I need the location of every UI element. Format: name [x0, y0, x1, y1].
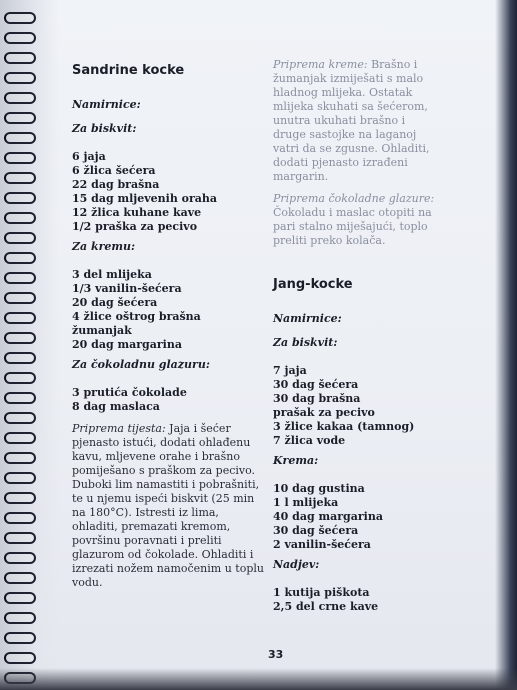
binding-ring [4, 12, 36, 24]
binding-ring [4, 352, 36, 364]
binding-ring [4, 172, 36, 184]
priprema-glazure-text: Čokoladu i maslac otopiti na pari stalno miješajući, toplo preliti preko kolača. [273, 206, 432, 247]
binding-ring [4, 232, 36, 244]
priprema-tijesta [72, 422, 267, 590]
binding-ring [4, 92, 36, 104]
ingredient: 1/3 vanilin-šećera [72, 282, 182, 295]
ingredient: 40 dag margarina [273, 510, 383, 523]
ingredient: 8 dag maslaca [72, 400, 160, 413]
krema-list [72, 268, 267, 352]
krema-heading: Krema: [273, 454, 319, 467]
binding-ring [4, 72, 36, 84]
ingredient: 4 žlice oštrog brašna [72, 310, 201, 323]
ingredient: 30 dag šećera [273, 378, 359, 391]
ingredient: 3 del mlijeka [72, 268, 152, 281]
binding-ring [4, 612, 36, 624]
binding-ring [4, 272, 36, 284]
ingredient: 30 dag šećera [273, 524, 359, 537]
binding-ring [4, 452, 36, 464]
priprema-kreme-text: Brašno i žumanjak izmiješati s malo hladnog mlijeka. Ostatak mlijeka skuhati sa šećerom, unutra ukuhati brašno i druge sastojke na laganoj vatri da se zgusne. Ohladiti, dodati pjenasto izrađeni margarin. [273, 58, 430, 183]
ingredient: 7 jaja [273, 364, 307, 377]
glazura-list [72, 386, 267, 414]
binding-ring [4, 112, 36, 124]
nadjev-list [273, 586, 441, 614]
ingredient: 6 žlica šećera [72, 164, 156, 177]
krema-list [273, 482, 441, 552]
binding-ring [4, 592, 36, 604]
ingredient: prašak za pecivo [273, 406, 375, 419]
ingredient: 15 dag mljevenih oraha [72, 192, 218, 205]
binding-ring [4, 292, 36, 304]
binding-ring [4, 652, 36, 664]
binding-ring [4, 512, 36, 524]
page-edge-shadow [495, 0, 517, 690]
recipe-title-jang: Jang-kocke [273, 277, 353, 292]
binding-ring [4, 192, 36, 204]
binding-ring [4, 472, 36, 484]
ingredient: 20 dag margarina [72, 338, 182, 351]
binding-ring [4, 572, 36, 584]
ingredient: 1/2 praška za pecivo [72, 220, 198, 233]
nadjev-heading: Nadjev: [273, 558, 320, 571]
binding-ring [4, 392, 36, 404]
ingredients-heading: Namirnice: [72, 98, 141, 111]
binding-ring [4, 252, 36, 264]
krema-heading: Za kremu: [72, 240, 136, 253]
priprema-kreme [273, 58, 441, 184]
ingredient: 6 jaja [72, 150, 106, 163]
binding-ring [4, 52, 36, 64]
ingredient: 30 dag brašna [273, 392, 361, 405]
biskvit-list [273, 364, 441, 448]
priprema-tijesta-label: Priprema tijesta: [72, 422, 166, 435]
priprema-kreme-label: Priprema kreme: [273, 58, 368, 71]
binding-ring [4, 412, 36, 424]
binding-ring [4, 152, 36, 164]
priprema-glazure [273, 192, 441, 248]
ingredient: 12 žlica kuhane kave [72, 206, 202, 219]
binding-ring [4, 212, 36, 224]
ingredient: 3 žlice kakaa (tamnog) [273, 420, 415, 433]
binding-ring [4, 432, 36, 444]
ingredient: 1 kutija piškota [273, 586, 370, 599]
binding-ring [4, 32, 36, 44]
ingredient: 1 l mlijeka [273, 496, 339, 509]
priprema-tijesta-text: Jaja i šećer pjenasto istući, dodati ohlađenu kavu, mljevene orahe i brašno pomiješano s praškom za pecivo. Duboki lim namastiti i pobrašniti, te u njemu ispeći biskvit (25 min na 180°C). Istresti iz lima, ohladiti, premazati kremom, površinu poravnati i preliti glazurom od čokolade. Ohladiti i izrezati nožem namočenim u toplu vodu. [72, 422, 264, 589]
biskvit-heading: Za biskvit: [273, 336, 338, 349]
binding-ring [4, 132, 36, 144]
recipe-title-sandrine: Sandrine kocke [72, 63, 185, 78]
binding-ring [4, 552, 36, 564]
page-number: 33 [268, 648, 284, 661]
ingredient: 7 žlica vode [273, 434, 346, 447]
recipe-column-left [72, 64, 267, 590]
ingredient: žumanjak [72, 324, 132, 337]
binding-ring [4, 492, 36, 504]
glazura-heading: Za čokoladnu glazuru: [72, 358, 210, 371]
binding-ring [4, 332, 36, 344]
ingredient: 2,5 del crne kave [273, 600, 379, 613]
binding-ring [4, 632, 36, 644]
biskvit-list [72, 150, 267, 234]
ingredient: 2 vanilin-šećera [273, 538, 371, 551]
ingredients-heading: Namirnice: [273, 312, 342, 325]
recipe-column-right [273, 58, 441, 614]
ingredient: 3 prutića čokolade [72, 386, 187, 399]
binding-ring [4, 532, 36, 544]
ingredient: 20 dag šećera [72, 296, 158, 309]
binding-ring [4, 312, 36, 324]
ingredient: 10 dag gustina [273, 482, 365, 495]
biskvit-heading: Za biskvit: [72, 122, 137, 135]
priprema-glazure-label: Priprema čokoladne glazure: [273, 192, 435, 205]
binding-ring [4, 372, 36, 384]
table-surface [0, 668, 517, 690]
ingredient: 22 dag brašna [72, 178, 160, 191]
